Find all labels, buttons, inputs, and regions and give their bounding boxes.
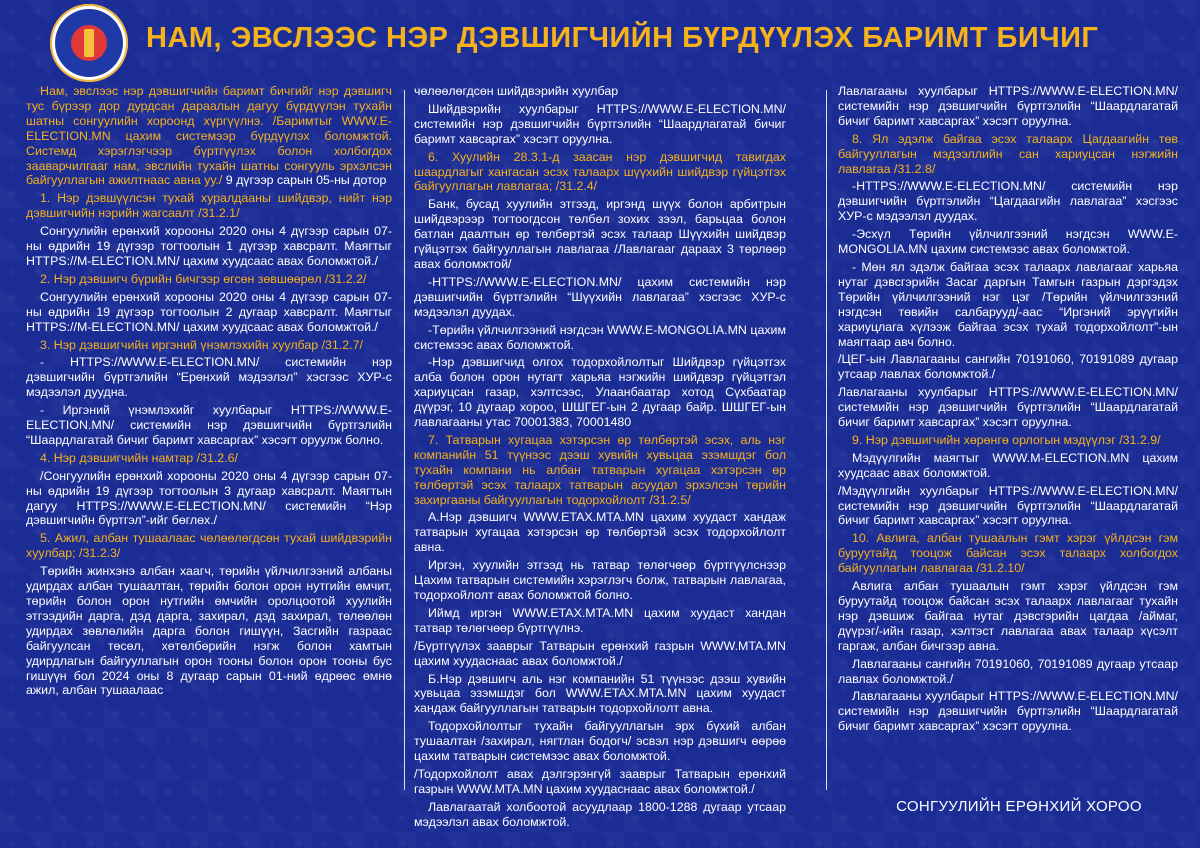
section-paragraph: Лавлагааны сангийн 70191060, 70191089 дугаар утсаар лавлах боломжтой./ xyxy=(838,656,1178,686)
section-heading: 1. Нэр дэвшүүлсэн тухай хуралдааны шийдвэр, нийт нэр дэвшигчийн нэрийн жагсаалт /31.2.1/ xyxy=(26,191,392,221)
section-paragraph: /Сонгуулийн ерөнхий хорооны 2020 оны 4 дүгээр сарын 07-ны өдрийн 19 дүгээр тогтоолын 3 дугаар хавсралт. Маягтын дагуу HTTPS://WWW.E-ELECTION.MN/ системийн “Нэр дэвшигчийн бүртгэл”-ийг бөглөх./ xyxy=(26,468,392,528)
column-divider-1 xyxy=(404,90,405,790)
section-paragraph: Б.Нэр дэвшигч аль нэг компанийн 51 түүнээс дээш хувийн хувьцаа эзэмшдэг бол WWW.ETAX.MTA.MN цахим хуудаст хандаж байгууллагын татварын тодорхойлолт авна. xyxy=(414,671,786,716)
section-heading: 4. Нэр дэвшигчийн намтар /31.2.6/ xyxy=(40,450,238,465)
section-paragraph: - Мөн ял эдэлж байгаа эсэх талаарх лавлагааг харьяа нутаг дэвсгэрийн Засаг даргын Тамгын газрын дэргэдэх Төрийн үйлчилгээний нэг цэг /Төрийн үйлчилгээний нэгдсэн төвийн салбарууд/-аас “Иргэний эрүүгийн хариуцлага хүлээж байгаа эсэх тухай тодорхойлолт”-ын маягтаар авч болно. xyxy=(838,259,1178,349)
column-1 xyxy=(26,84,392,701)
section-paragraph: -Нэр дэвшигчид олгох тодорхойлолтыг Шийдвэр гүйцэтгэх алба болон орон нутагт харьяа нэгжийн шийдвэр гүйцэтгэл хариуцсан газар, хэлтсээс, Улаанбаатар хотод Сүхбаатар дүүрэг, 10 дугаар хороо, ШШГЕГ-ын 2 дугаар байр. ШШГЕГ-ын лавлагааны утас 70001383, 70001480 xyxy=(414,355,786,430)
section-paragraph: /Бүртгүүлэх зааврыг Татварын ерөнхий газрын WWW.MTA.MN цахим хуудаснаас авах боломжтой./ xyxy=(414,638,786,668)
section-heading: 2. Нэр дэвшигч бүрийн бичгээр өгсөн зөвшөөрөл /31.2.2/ xyxy=(40,271,367,286)
section-heading: 7. Татварын хугацаа хэтэрсэн өр төлбөртэй эсэх, аль нэг компанийн 51 түүнээс дээш хувийн хувьцаа эзэмшдэг бол тухайн компани нь албан татварын хугацаа хэтэрсэн өр төлбөртэй эсэх талаарх татварын асуудал эрхэлсэн төрийн захиргааны байгууллагын тодорхойлолт /31.2.5/ xyxy=(414,432,786,507)
column-divider-2 xyxy=(826,90,827,790)
intro-deadline: 9 дүгээр сарын 05-ны дотор xyxy=(225,173,387,188)
section-paragraph: А.Нэр дэвшигч WWW.ETAX.MTA.MN цахим хуудаст хандаж татварын хугацаа хэтэрсэн өр төлбөртэй эсэх тодорхойлолт авна. xyxy=(414,510,786,555)
soyombo-icon xyxy=(84,29,94,57)
section-paragraph: Банк, бусад хуулийн этгээд, иргэнд шүүх болон арбитрын шийдвэрээр тогтоогдсон төлбөл зохих зээл, барьцаа болон батлан даалтын өр төлбөртэй эсэх талаар Шүүхийн шийдвэр гүйцэтгэх байгууллагын лавлагаа /Лавлагааг дараах 3 төрлөөр авах боломжтой/ xyxy=(414,197,786,271)
logo-ring xyxy=(55,9,123,77)
section-paragraph: Авлига албан тушаалын гэмт хэрэг үйлдсэн гэм буруутайд тооцож байсан эсэх талаарх лавлагааг тухайн нэр дэвшиж байгаа нутаг дэвсгэрийн цагдаа /аймаг, дүүрэг/-ийн газар, хэлтэст лавлагаа авах талаар хүсэлт гаргаж, албан бичгээр авна. xyxy=(838,579,1178,653)
section-paragraph: -HTTPS://WWW.E-ELECTION.MN/ цахим системийн нэр дэвшигчийн бүртгэлийн “Шүүхийн лавлагаа” хэсгээс ХУР-с мэдээлэл дуудах. xyxy=(414,274,786,319)
section-paragraph: Лавлагааны хуулбарыг HTTPS://WWW.E-ELECTION.MN/ системийн нэр дэвшигчийн бүртгэлийн “Шаардлагатай бичиг баримт хавсаргах” хэсэгт оруулна. xyxy=(838,84,1178,128)
intro-paragraph xyxy=(26,84,392,188)
section-heading: 9. Нэр дэвшигчийн хөрөнгө орлогын мэдүүлэг /31.2.9/ xyxy=(852,432,1161,447)
section-paragraph: /Тодорхойлолт авах дэлгэрэнгүй зааврыг Татварын ерөнхий газрын WWW.MTA.MN цахим хуудаснаас авах боломжтой./ xyxy=(414,766,786,796)
footer-organization: СОНГУУЛИЙН ЕРӨНХИЙ ХОРОО xyxy=(896,798,1142,815)
column-3 xyxy=(838,84,1178,737)
section-paragraph: Иймд иргэн WWW.ETAX.MTA.MN цахим хуудаст хандан татвар төлөгчөөр бүртгүүлнэ. xyxy=(414,605,786,635)
column-2-items xyxy=(414,84,786,830)
section-paragraph: Лавлагаатай холбоотой асуудлаар 1800-1288 дугаар утсаар мэдээлэл авах боломжтой. xyxy=(414,799,786,829)
section-heading: 3. Нэр дэвшигчийн иргэний үнэмлэхийн хуулбар /31.2.7/ xyxy=(40,337,363,352)
section-paragraph: -Төрийн үйлчилгээний нэгдсэн WWW.E-MONGOLIA.MN цахим системээс авах боломжтой. xyxy=(414,322,786,352)
section-paragraph: Сонгуулийн ерөнхий хорооны 2020 оны 4 дүгээр сарын 07-ны өдрийн 19 дүгээр тогтоолын 2 дугаар хавсралт. Маягтыг HTTPS://M-ELECTION.MN/ цахим хуудсаас авах боломжтой./ xyxy=(26,289,392,334)
section-paragraph: /ЦЕГ-ын Лавлагааны сангийн 70191060, 70191089 дугаар утсаар лавлах боломжтой./ xyxy=(838,352,1178,382)
section-paragraph: Төрийн жинхэнэ албан хаагч, төрийн үйлчилгээний албаны удирдах албан тушаалтан, төрийн болон орон нутгийн өмчит, төрийн болон орон нутгийн өмчийн оролцоотой хуулийн этгээдийн дарга, дэд дарга, захирал, дэд захирал, төлөөлөн удирдах зөвлөлийн дарга болон гишүүн, Засгийн газраас байгуулсан төсөл, хөтөлбөрийн нэгж болон хамтын удирдлагын байгууллагын орон тооны болон орон тооны бус гишүүн бол 2024 оны 8 дугаар сарын 01-ний өдрөөс өмнө ажил, албан тушаалаас xyxy=(26,564,392,698)
section-heading: 5. Ажил, албан тушаалаас чөлөөлөгдсөн тухай шийдвэрийн хуулбар; /31.2.3/ xyxy=(26,531,392,561)
section-paragraph: чөлөөлөгдсөн шийдвэрийн хуулбар xyxy=(414,84,619,98)
election-commission-logo xyxy=(50,4,128,82)
section-heading: 10. Авлига, албан тушаалын гэмт хэрэг үйлдсэн гэм буруутайд тооцож байсан эсэх талаарх холбогдох байгууллагын лавлагаа /31.2.10/ xyxy=(838,531,1178,576)
section-paragraph: Мэдүүлгийн маягтыг WWW.M-ELECTION.MN цахим хуудсаас авах боломжтой. xyxy=(838,450,1178,480)
section-heading: 6. Хуулийн 28.3.1-д заасан нэр дэвшигчид тавигдах шаардлагыг хангасан эсэх талаарх шүүхийн шийдвэр гүйцэтгэх байгууллагын лавлагаа; /31.2.4/ xyxy=(414,149,786,194)
section-paragraph: Шийдвэрийн хуулбарыг HTTPS://WWW.E-ELECTION.MN/ системийн нэр дэвшигчийн бүртгэлийн “Шаардлагатай бичиг баримт хавсаргах” хэсэгт оруулна. xyxy=(414,101,786,146)
section-paragraph: Тодорхойлолтыг тухайн байгууллагын эрх бүхий албан тушаалтан /захирал, нягтлан бодогч/ эсвэл нэр дэвшигч өөрөө цахим татварын системээс авах боломжтой. xyxy=(414,719,786,764)
column-1-items xyxy=(26,191,392,698)
page-title: НАМ, ЭВСЛЭЭС НЭР ДЭВШИГЧИЙН БҮРДҮҮЛЭХ БАРИМТ БИЧИГ xyxy=(146,22,1099,54)
section-heading: 8. Ял эдэлж байгаа эсэх талаарх Цагдаагийн төв байгууллагын мэдээллийн сан хариуцсан нэгжийн лавлагаа /31.2.8/ xyxy=(838,131,1178,176)
section-paragraph: Лавлагааны хуулбарыг HTTPS://WWW.E-ELECTION.MN/ системийн нэр дэвшигчийн бүртгэлийн “Шаардлагатай бичиг баримт хавсаргах” хэсэгт оруулна. xyxy=(838,689,1178,734)
column-2 xyxy=(414,84,786,833)
section-paragraph: Сонгуулийн ерөнхий хорооны 2020 оны 4 дүгээр сарын 07-ны өдрийн 19 дүгээр тогтоолын 1 дүгээр хавсралт. Маягтыг HTTPS://M-ELECTION.MN/ цахим хуудсаас авах боломжтой./ xyxy=(26,224,392,268)
header xyxy=(0,0,1200,88)
section-paragraph: - Иргэний үнэмлэхийг хуулбарыг HTTPS://WWW.E-ELECTION.MN/ системийн нэр дэвшигчийн бүртгэлийн “Шаардлагатай бичиг баримт хавсаргах” хэсэгт оруулж болно. xyxy=(26,403,392,447)
section-paragraph: Лавлагааны хуулбарыг HTTPS://WWW.E-ELECTION.MN/ системийн нэр дэвшигчийн бүртгэлийн “Шаардлагатай бичиг баримт хавсаргах” хэсэгт оруулна. xyxy=(838,385,1178,430)
intro-text: Нам, эвслээс нэр дэвшигчийн баримт бичгийг нэр дэвшигч тус бүрээр дор дурдсан дараалын дагуу бүрдүүлэн тухайн шатны сонгуулийн хороонд хүргүүлнэ. /Баримтыг WWW.E-ELECTION.MN цахим системээр бүрдүүлэх боломжтой. Системд хэрэглэгчээр бүртгүүлэх болон холбогдох зааварчилгааг нам, эвслийн тухайн шатны сонгууль эрхэлсэн байгууллагын ажилтнаас авна уу./ xyxy=(26,84,392,188)
section-paragraph: /Мэдүүлгийн хуулбарыг HTTPS://WWW.E-ELECTION.MN/ системийн нэр дэвшигчийн бүртгэлийн “Шаардлагатай бичиг баримт хавсаргах” хэсэгт оруулна. xyxy=(838,483,1178,528)
column-3-items xyxy=(838,84,1178,734)
section-paragraph: -Эсхүл Төрийн үйлчилгээний нэгдсэн WWW.E-MONGOLIA.MN цахим системээс авах боломжтой. xyxy=(838,227,1178,257)
section-paragraph: -HTTPS://WWW.E-ELECTION.MN/ системийн нэр дэвшигчийн бүртгэлийн “Цагдаагийн лавлагаа” хэсгээс ХУР-с мэдээлэл дуудах. xyxy=(838,179,1178,224)
section-paragraph: Иргэн, хуулийн этгээд нь татвар төлөгчөөр бүртгүүлснээр Цахим татварын системийн хэрэглэгч болж, татварын лавлагаа, тодорхойлолт авах боломжтой болно. xyxy=(414,558,786,602)
section-paragraph: - HTTPS://WWW.E-ELECTION.MN/ системийн нэр дэвшигчийн бүртгэлийн “Ерөнхий мэдээлэл” хэсгээс ХУР-с мэдээлэл дуудна. xyxy=(26,355,392,400)
